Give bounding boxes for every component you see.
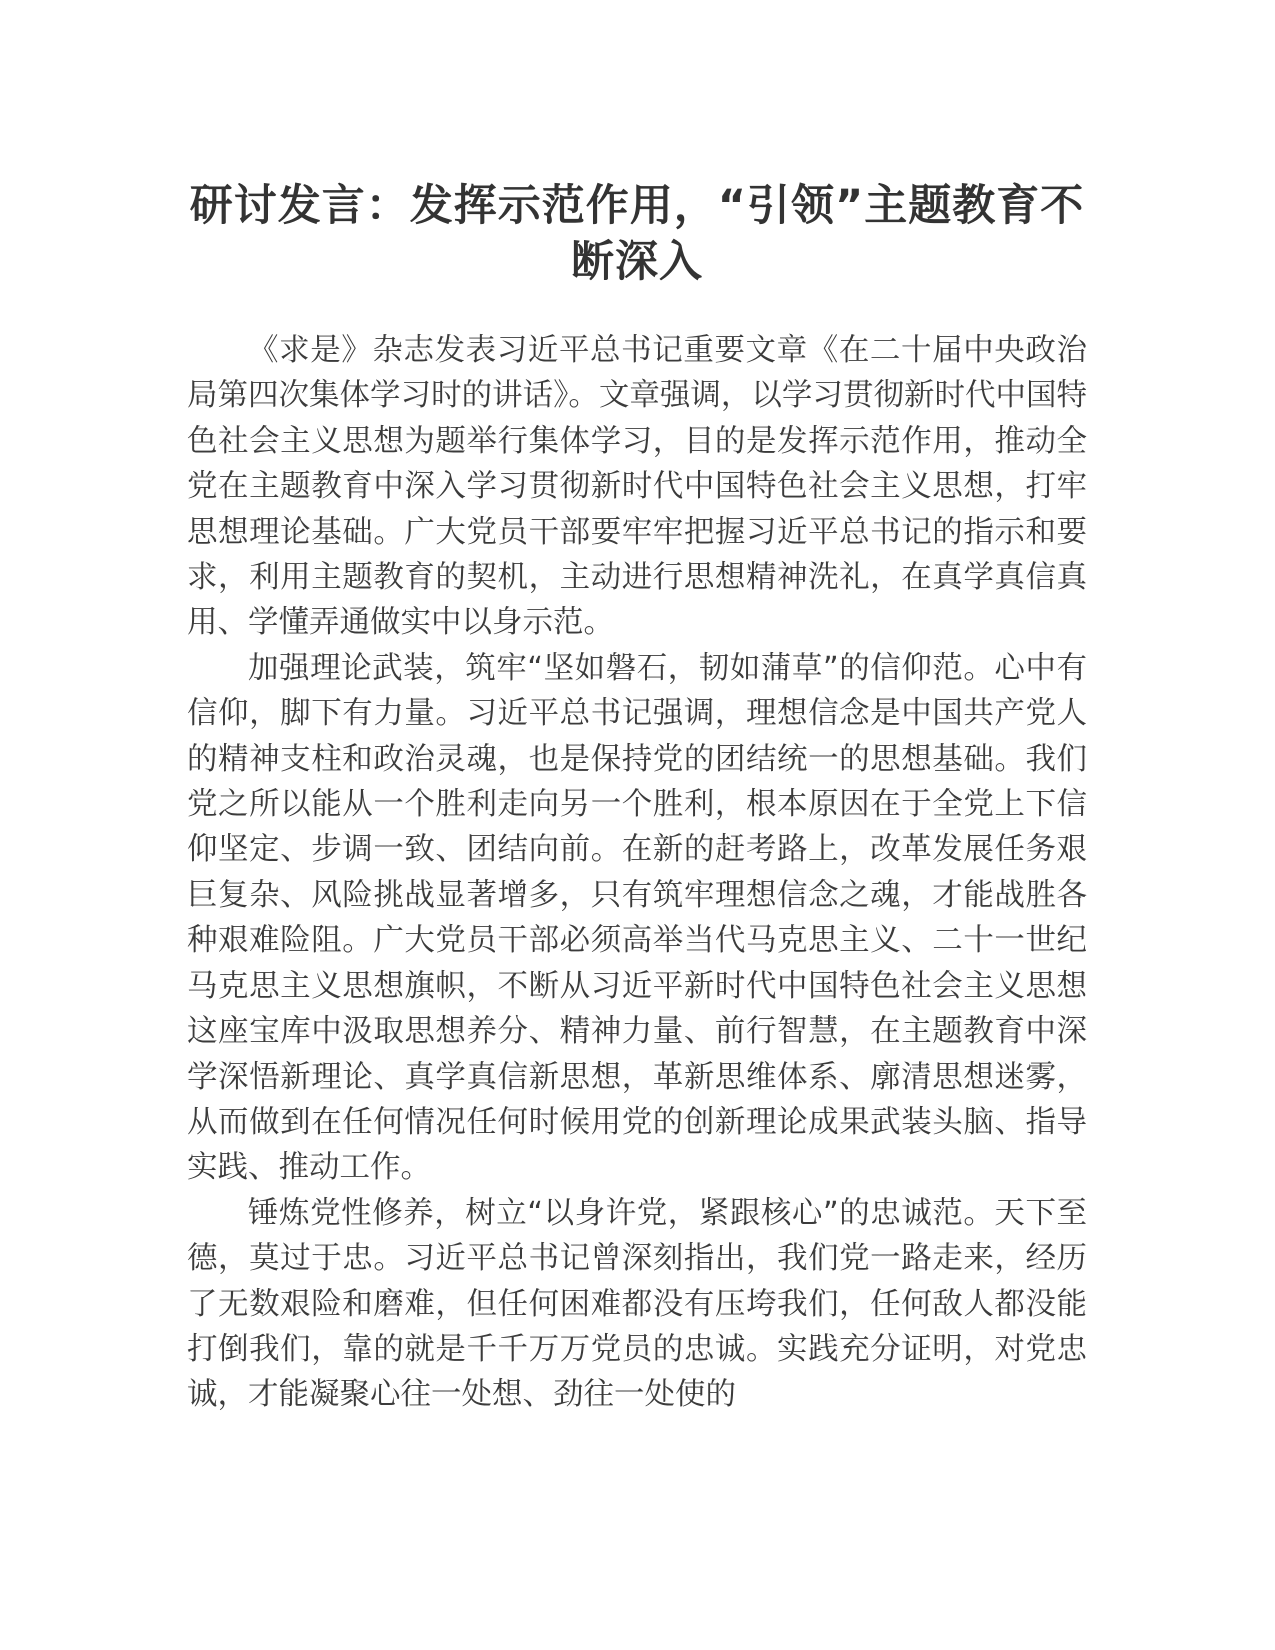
document-body [187, 328, 1087, 1508]
paragraph-theory: 加强理论武装，筑牢“坚如磐石，韧如蒲草”的信仰范。心中有信仰，脚下有力量。习近平总书记强调，理想信念是中国共产党人的精神支柱和政治灵魂，也是保持党的团结统一的思想基础。我们党之所以能从一个胜利走向另一个胜利，根本原因在于全党上下信仰坚定、步调一致、团结向前。在新的赶考路上，改革发展任务艰巨复杂、风险挑战显著增多，只有筑牢理想信念之魂，才能战胜各种艰难险阻。广大党员干部必须高举当代马克思主义、二十一世纪马克思主义思想旗帜，不断从习近平新时代中国特色社会主义思想这座宝库中汲取思想养分、精神力量、前行智慧，在主题教育中深学深悟新理论、真学真信新思想，革新思维体系、廓清思想迷雾，从而做到在任何情况任何时候用党的创新理论成果武装头脑、指导实践、推动工作。 [187, 650, 1087, 1186]
paragraph-intro: 《求是》杂志发表习近平总书记重要文章《在二十届中央政治局第四次集体学习时的讲话》。文章强调，以学习贯彻新时代中国特色社会主义思想为题举行集体学习，目的是发挥示范作用，推动全党在主题教育中深入学习贯彻新时代中国特色社会主义思想，打牢思想理论基础。广大党员干部要牢牢把握习近平总书记的指示和要求，利用主题教育的契机，主动进行思想精神洗礼，在真学真信真用、学懂弄通做实中以身示范。 [187, 333, 1087, 641]
document-title: 研讨发言：发挥示范作用，“引领”主题教育不断深入 [189, 181, 1085, 287]
paragraph-loyalty: 锤炼党性修养，树立“以身许党，紧跟核心”的忠诚范。天下至德，莫过于忠。习近平总书记曾深刻指出，我们党一路走来，经历了无数艰险和磨难，但任何困难都没有压垮我们，任何敌人都没能打倒我们，靠的就是千千万万党员的忠诚。实践充分证明，对党忠诚，才能凝聚心往一处想、劲往一处使的 [187, 1195, 1087, 1413]
